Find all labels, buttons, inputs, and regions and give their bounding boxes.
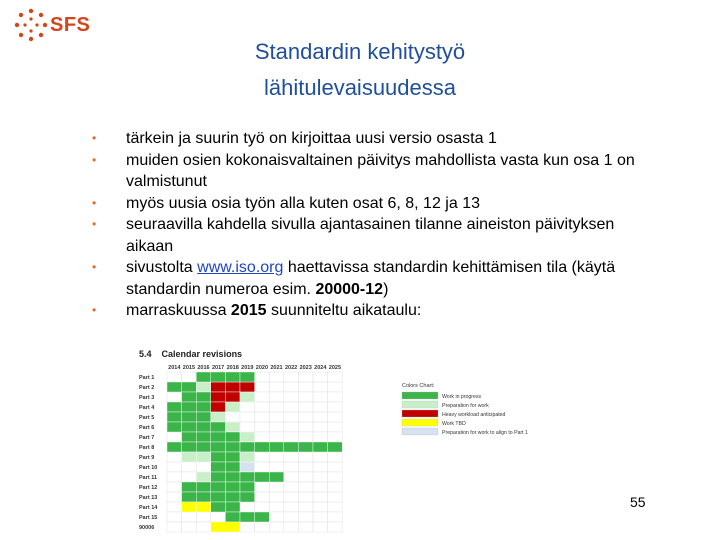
grid-cell [255,492,270,502]
part-label: Part 1 [139,375,155,381]
year-label: 2025 [328,365,342,371]
schedule-cell-progress [167,412,182,422]
grid-cell [328,502,343,512]
grid-cell [284,402,299,412]
legend-swatch-progress [402,392,438,399]
grid-cell [269,432,284,442]
schedule-cell-progress [225,432,240,442]
calendar-section-number: 5.4 [139,349,152,359]
part-label: Part 15 [139,515,158,521]
grid-cell [269,372,284,382]
schedule-cell-progress [240,442,255,452]
grid-cell [298,432,313,442]
grid-cell [240,412,255,422]
grid-cell [255,422,270,432]
year-label: 2024 [314,365,327,371]
grid-cell [284,432,299,442]
year-label: 2017 [211,365,225,371]
schedule-cell-progress [182,402,197,412]
grid-cell [284,482,299,492]
part-label: Part 9 [139,455,155,461]
grid-cell [255,462,270,472]
grid-cell [328,472,343,482]
grid-cell [313,392,328,402]
schedule-cell-progress [225,452,240,462]
grid-cell [328,422,343,432]
bullet-item [92,193,652,215]
standard-number-example: 20000-12 [315,280,384,298]
grid-cell [255,502,270,512]
part-label: Part 7 [139,435,155,441]
legend-label: Work TBD [442,421,466,427]
bullet-dot-icon: • [92,217,97,231]
schedule-cell-progress [328,442,343,452]
grid-cell [298,522,313,532]
schedule-cell-progress [211,442,226,452]
schedule-cell-progress [225,372,240,382]
grid-cell [328,432,343,442]
grid-cell [240,402,255,412]
grid-cell [167,372,182,382]
grid-cell [284,522,299,532]
grid-cell [269,422,284,432]
schedule-cell-progress [255,442,270,452]
part-label: Part 8 [139,445,155,451]
grid-cell [255,392,270,402]
part-label: Part 14 [139,505,158,511]
legend-title: Colors Chart: [402,383,435,389]
grid-cell [167,492,182,502]
schedule-cell-align [240,462,255,472]
grid-cell [313,402,328,412]
schedule-cell-progress [196,372,211,382]
grid-cell [284,492,299,502]
part-label: Part 2 [139,385,155,391]
grid-cell [240,502,255,512]
grid-cell [269,522,284,532]
grid-cell [313,482,328,492]
schedule-cell-progress [182,412,197,422]
grid-cell [298,372,313,382]
schedule-cell-heavy [211,382,226,392]
calendar-heading-text: Calendar revisions [161,349,243,359]
schedule-cell-progress [211,372,226,382]
schedule-cell-preparation [225,402,240,412]
schedule-cell-progress [182,422,197,432]
bullet-text-post: haettavissa standardin kehittämisen tila (käytä standardin numeroa esim. [126,259,616,298]
grid-cell [284,382,299,392]
grid-cell [182,372,197,382]
part-label: Part 11 [139,475,158,481]
grid-cell [269,492,284,502]
schedule-cell-tbd [182,502,197,512]
grid-cell [298,462,313,472]
year-label: 2020 [255,365,269,371]
schedule-cell-heavy [211,392,226,402]
schedule-cell-progress [196,492,211,502]
schedule-cell-preparation [240,432,255,442]
grid-cell [328,452,343,462]
bullet-item [92,128,652,150]
grid-cell [298,502,313,512]
schedule-cell-tbd [211,522,226,532]
bullet-item [92,257,652,300]
schedule-cell-tbd [196,502,211,512]
schedule-cell-progress [269,442,284,452]
bullet-text-pre: sivustolta [126,259,198,276]
grid-cell [255,482,270,492]
schedule-cell-progress [269,472,284,482]
grid-cell [313,462,328,472]
bullet-dot-icon: • [92,260,97,274]
calendar-grid [137,359,562,537]
grid-cell [255,452,270,462]
schedule-cell-progress [196,482,211,492]
schedule-cell-progress [255,512,270,522]
grid-cell [313,512,328,522]
bullet-dot-icon: • [92,152,97,167]
schedule-cell-progress [167,382,182,392]
grid-cell [284,462,299,472]
schedule-cell-progress [225,462,240,472]
schedule-cell-progress [225,472,240,482]
schedule-cell-heavy [225,382,240,392]
schedule-cell-preparation [196,472,211,482]
schedule-cell-progress [211,422,226,432]
grid-cell [255,402,270,412]
bullet-dot-icon: • [92,131,97,145]
grid-cell [269,452,284,462]
schedule-cell-heavy [225,392,240,402]
grid-cell [298,392,313,402]
grid-cell [167,392,182,402]
schedule-cell-preparation [196,382,211,392]
schedule-cell-progress [167,442,182,452]
grid-cell [313,522,328,532]
grid-cell [313,452,328,462]
grid-cell [240,522,255,532]
schedule-cell-preparation [182,452,197,462]
schedule-cell-progress [182,482,197,492]
legend-label: Heavy workload anticipated [442,412,506,418]
grid-cell [167,432,182,442]
schedule-cell-progress [240,472,255,482]
grid-cell [269,412,284,422]
grid-cell [211,512,226,522]
schedule-cell-progress [211,492,226,502]
bullet-text: muiden osien kokonaisvaltainen päivitys mahdollista vasta kun osa 1 on valmistunut [126,151,635,190]
grid-cell [167,522,182,532]
grid-cell [167,452,182,462]
bullet-text-pre: marraskuussa [126,302,231,319]
grid-cell [298,472,313,482]
calendar-revisions-figure [137,347,562,537]
bullet-item [92,150,652,193]
iso-org-link[interactable]: www.iso.org [197,259,284,276]
year-label: 2014 [168,365,181,371]
year-label: 2023 [299,365,312,371]
grid-cell [269,462,284,472]
grid-cell [328,462,343,472]
schedule-cell-progress [211,482,226,492]
schedule-cell-progress [284,442,299,452]
bullet-text-post2: ) [383,280,389,298]
grid-cell [284,412,299,422]
schedule-cell-preparation [196,452,211,462]
bullet-item [92,300,652,322]
page-title-line-2: lähitulevaisuudessa [263,75,457,100]
legend-swatch-heavy [402,410,438,417]
year-label: 2016 [197,365,210,371]
grid-cell [269,382,284,392]
page-number: 55 [630,494,646,510]
grid-cell [313,422,328,432]
bullet-text: tärkein ja suurin työ on kirjoittaa uusi versio osasta 1 [126,130,497,147]
grid-cell [328,372,343,382]
schedule-cell-progress [313,442,328,452]
grid-cell [196,522,211,532]
schedule-cell-progress [211,432,226,442]
schedule-cell-preparation [240,392,255,402]
grid-cell [328,412,343,422]
legend-label: Preparation for work [442,403,489,409]
bullet-dot-icon: • [92,195,97,210]
grid-cell [269,482,284,492]
part-label: Part 4 [139,405,155,411]
schedule-cell-progress [225,492,240,502]
schedule-cell-progress [182,492,197,502]
grid-cell [298,482,313,492]
grid-cell [269,512,284,522]
grid-cell [284,392,299,402]
grid-cell [298,412,313,422]
schedule-cell-progress [225,442,240,452]
grid-cell [284,502,299,512]
year-label: 2015 [182,365,196,371]
schedule-cell-progress [182,442,197,452]
grid-cell [182,512,197,522]
grid-cell [328,382,343,392]
grid-cell [196,512,211,522]
grid-cell [328,522,343,532]
grid-cell [167,502,182,512]
grid-cell [298,402,313,412]
page-title-line-1: Standardin kehitystyö [254,39,466,64]
schedule-cell-progress [167,402,182,412]
schedule-cell-progress [196,402,211,412]
schedule-cell-progress [225,502,240,512]
bullet-text: seuraavilla kahdella sivulla ajantasainen tilanne aineiston päivityksen aikaan [126,216,615,255]
part-label: Part 6 [139,425,155,431]
schedule-cell-progress [167,422,182,432]
grid-cell [284,512,299,522]
grid-cell [182,522,197,532]
legend-label: Work in progress [442,394,482,400]
legend-label: Preparation for work to align to Part 1 [442,430,528,436]
grid-cell [255,382,270,392]
schedule-cell-progress [240,512,255,522]
year-label: 2021 [270,365,283,371]
schedule-cell-preparation [225,422,240,432]
schedule-cell-heavy [240,382,255,392]
bullet-text: myös uusia osia työn alla kuten osat 6, 8, 12 ja 13 [126,194,480,212]
grid-cell [298,452,313,462]
schedule-cell-progress [196,432,211,442]
grid-cell [298,382,313,392]
schedule-cell-progress [255,472,270,482]
grid-cell [298,492,313,502]
schedule-cell-progress [182,392,197,402]
schedule-cell-progress [196,422,211,432]
grid-cell [255,372,270,382]
grid-cell [284,372,299,382]
legend-swatch-align [402,428,438,435]
grid-cell [298,512,313,522]
bullet-item [92,214,652,257]
schedule-cell-progress [196,392,211,402]
grid-cell [313,382,328,392]
bullet-text-post: suunniteltu aikataulu: [266,302,422,319]
grid-cell [284,452,299,462]
grid-cell [313,372,328,382]
year-label: 2022 [284,365,298,371]
grid-cell [313,472,328,482]
grid-cell [328,512,343,522]
schedule-cell-progress [196,442,211,452]
grid-cell [313,502,328,512]
grid-cell [225,412,240,422]
grid-cell [328,492,343,502]
grid-cell [313,432,328,442]
grid-cell [182,472,197,482]
logo-text: SFS [50,14,91,36]
grid-cell [167,512,182,522]
part-label: Part 3 [139,395,155,401]
bullet-dot-icon: • [92,303,97,317]
schedule-cell-progress [182,432,197,442]
grid-cell [269,402,284,412]
year-label: 2018 [226,365,239,371]
part-label: Part 12 [139,485,158,491]
schedule-cell-heavy [211,402,226,412]
schedule-cell-progress [211,502,226,512]
grid-cell [167,472,182,482]
schedule-cell-progress [182,382,197,392]
grid-cell [255,412,270,422]
bullet-list [92,128,652,322]
grid-cell [182,462,197,472]
grid-cell [240,422,255,432]
part-label: 90006 [139,525,155,531]
part-label: Part 13 [139,495,158,501]
grid-cell [255,432,270,442]
legend-swatch-preparation [402,401,438,408]
schedule-cell-progress [240,372,255,382]
grid-cell [313,492,328,502]
grid-cell [269,392,284,402]
grid-cell [284,422,299,432]
schedule-cell-preparation [211,412,226,422]
part-label: Part 10 [139,465,158,471]
grid-cell [167,482,182,492]
grid-cell [196,462,211,472]
grid-cell [255,522,270,532]
schedule-cell-progress [225,482,240,492]
grid-cell [328,482,343,492]
calendar-heading [139,349,242,359]
schedule-cell-progress [240,482,255,492]
schedule-cell-progress [211,452,226,462]
schedule-cell-progress [298,442,313,452]
grid-cell [167,462,182,472]
legend-swatch-tbd [402,419,438,426]
schedule-cell-progress [225,512,240,522]
grid-cell [298,422,313,432]
schedule-cell-progress [211,472,226,482]
schedule-cell-progress [196,412,211,422]
year-label: 2019 [241,365,254,371]
year-2015: 2015 [230,302,267,319]
grid-cell [328,392,343,402]
schedule-cell-tbd [225,522,240,532]
grid-cell [313,412,328,422]
schedule-cell-progress [240,492,255,502]
grid-cell [284,472,299,482]
grid-cell [269,502,284,512]
part-label: Part 5 [139,415,155,421]
grid-cell [328,402,343,412]
schedule-cell-progress [211,462,226,472]
schedule-cell-preparation [240,452,255,462]
